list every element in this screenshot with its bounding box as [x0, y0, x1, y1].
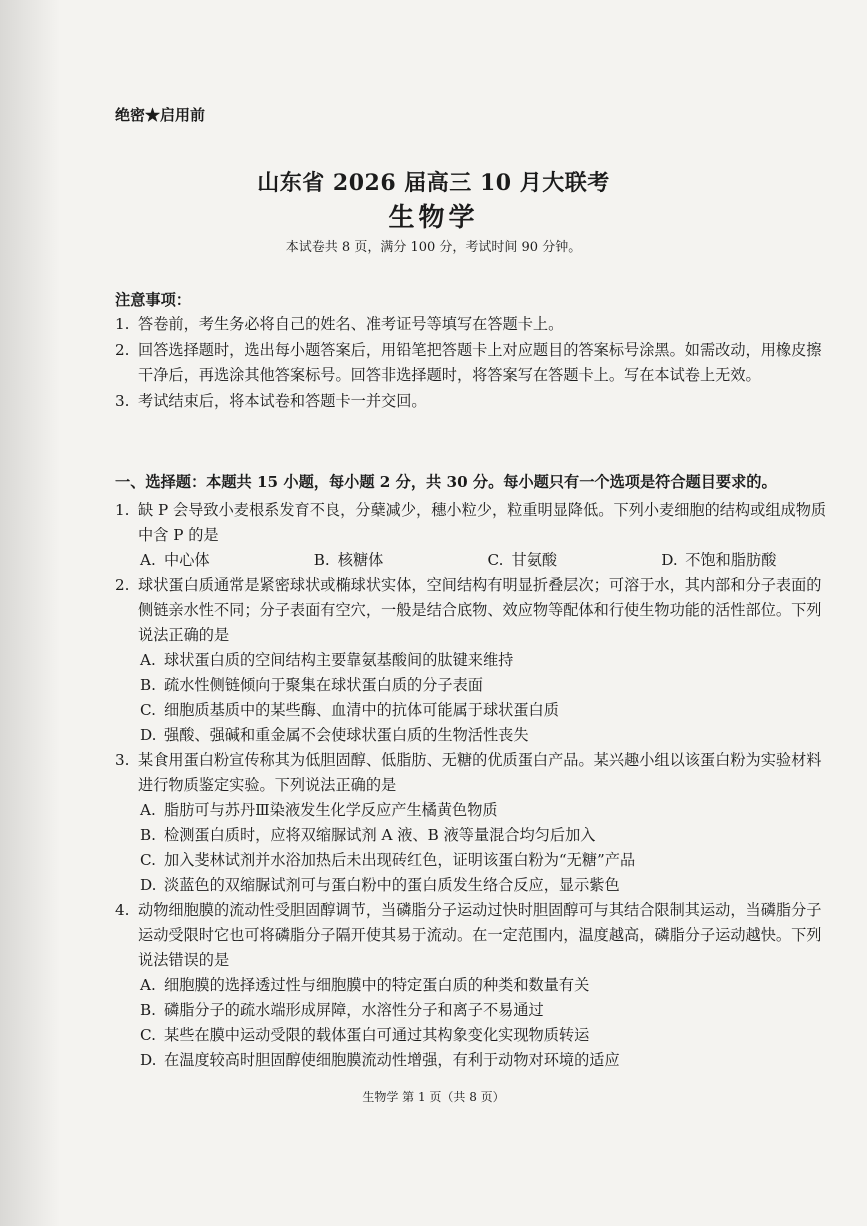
option-letter: D. — [140, 726, 157, 744]
exam-title: 山东省 2026 届高三 10 月大联考 — [257, 170, 610, 196]
option-c — [488, 548, 662, 573]
option-letter: C. — [140, 851, 156, 869]
question-stem: 球状蛋白质通常是紧密球状或椭球状实体，空间结构有明显折叠层次；可溶于水，其内部和分子表面的侧链亲水性不同；分子表面有空穴，一般是结合底物、效应物等配体和行使生物功能的活性部位。下列说法正确的是 — [138, 576, 822, 644]
option-text: 加入斐林试剂并水浴加热后未出现砖红色，证明该蛋白粉为“无糖”产品 — [164, 851, 636, 869]
option-letter: B. — [140, 826, 156, 844]
option-letter: B. — [140, 676, 156, 694]
question-number: 1. — [115, 501, 130, 519]
question-1 — [115, 498, 835, 548]
option-text: 细胞膜的选择透过性与细胞膜中的特定蛋白质的种类和数量有关 — [164, 976, 590, 994]
question-number: 3. — [115, 751, 130, 769]
option-letter: A. — [140, 551, 156, 569]
option-text: 某些在膜中运动受限的载体蛋白可通过其构象变化实现物质转运 — [164, 1026, 590, 1044]
option-c — [140, 698, 835, 723]
notes-list — [115, 312, 835, 415]
option-d — [140, 723, 835, 748]
question-list — [115, 498, 835, 1073]
question-stem: 缺 P 会导致小麦根系发育不良，分蘖减少，穗小粒少，粒重明显降低。下列小麦细胞的结构或组成物质中含 P 的是 — [138, 501, 827, 544]
option-letter: C. — [140, 701, 156, 719]
option-d — [140, 1048, 835, 1073]
option-b — [314, 548, 488, 573]
option-letter: A. — [140, 651, 156, 669]
option-text: 球状蛋白质的空间结构主要靠氨基酸间的肽键来维持 — [164, 651, 514, 669]
option-letter: D. — [140, 1051, 157, 1069]
option-letter: C. — [140, 1026, 156, 1044]
option-text: 核糖体 — [337, 551, 384, 569]
note-text: 答卷前，考生务必将自己的姓名、准考证号等填写在答题卡上。 — [138, 315, 564, 333]
exam-info: 本试卷共 8 页，满分 100 分，考试时间 90 分钟。 — [285, 240, 582, 255]
option-text: 磷脂分子的疏水端形成屏障，水溶性分子和离子不易通过 — [164, 1001, 544, 1019]
note-item — [115, 338, 835, 388]
note-number: 1. — [115, 315, 130, 333]
option-text: 甘氨酸 — [511, 551, 558, 569]
option-text: 淡蓝色的双缩脲试剂可与蛋白粉中的蛋白质发生络合反应，显示紫色 — [164, 876, 620, 894]
note-item — [115, 389, 835, 414]
question-4 — [115, 898, 835, 973]
option-text: 在温度较高时胆固醇使细胞膜流动性增强，有利于动物对环境的适应 — [164, 1051, 620, 1069]
option-b — [140, 823, 835, 848]
option-b — [140, 998, 835, 1023]
note-number: 2. — [115, 341, 130, 359]
option-letter: A. — [140, 801, 156, 819]
option-letter: D. — [140, 876, 157, 894]
option-letter: B. — [140, 1001, 156, 1019]
question-stem: 某食用蛋白粉宣传称其为低胆固醇、低脂肪、无糖的优质蛋白产品。某兴趣小组以该蛋白粉为实验材料进行物质鉴定实验。下列说法正确的是 — [138, 751, 822, 794]
note-number: 3. — [115, 392, 130, 410]
question-1-options — [115, 548, 835, 573]
option-letter: B. — [313, 551, 330, 569]
question-2-options — [115, 648, 835, 748]
option-text: 脂肪可与苏丹Ⅲ染液发生化学反应产生橘黄色物质 — [164, 801, 498, 819]
note-text: 考试结束后，将本试卷和答题卡一并交回。 — [138, 392, 427, 410]
option-text: 强酸、强碱和重金属不会使球状蛋白质的生物活性丧失 — [164, 726, 529, 744]
question-2 — [115, 573, 835, 648]
option-letter: C. — [487, 551, 504, 569]
question-number: 2. — [115, 576, 130, 594]
option-text: 细胞质基质中的某些酶、血清中的抗体可能属于球状蛋白质 — [164, 701, 559, 719]
subject-title: 生物学 — [388, 203, 479, 233]
question-3-options — [115, 798, 835, 898]
option-letter: D. — [661, 551, 678, 569]
option-c — [140, 848, 835, 873]
option-d — [661, 548, 835, 573]
option-text: 检测蛋白质时，应将双缩脲试剂 A 液、B 液等量混合均匀后加入 — [164, 826, 596, 844]
question-3 — [115, 748, 835, 798]
option-a — [140, 648, 835, 673]
option-a — [140, 548, 314, 573]
page-footer: 生物学 第 1 页（共 8 页） — [362, 1090, 505, 1104]
note-text: 回答选择题时，选出每小题答案后，用铅笔把答题卡上对应题目的答案标号涂黑。如需改动，用橡皮擦干净后，再选涂其他答案标号。回答非选择题时，将答案写在答题卡上。写在本试卷上无效。 — [138, 341, 822, 384]
question-number: 4. — [115, 901, 130, 919]
option-text: 疏水性侧链倾向于聚集在球状蛋白质的分子表面 — [164, 676, 483, 694]
section-heading: 一、选择题：本题共 15 小题，每小题 2 分，共 30 分。每小题只有一个选项是符合题目要求的。 — [115, 473, 777, 491]
option-a — [140, 798, 835, 823]
option-text: 中心体 — [164, 551, 210, 569]
note-item — [115, 312, 835, 337]
question-4-options — [115, 973, 835, 1073]
question-stem: 动物细胞膜的流动性受胆固醇调节，当磷脂分子运动过快时胆固醇可与其结合限制其运动，当磷脂分子运动受限时它也可将磷脂分子隔开使其易于流动。在一定范围内，温度越高，磷脂分子运动越快。下列说法错误的是 — [138, 901, 822, 969]
option-text: 不饱和脂肪酸 — [685, 551, 777, 569]
option-a — [140, 973, 835, 998]
notes-heading: 注意事项： — [115, 291, 191, 309]
option-b — [140, 673, 835, 698]
confidential-label: 绝密★启用前 — [115, 106, 206, 124]
option-letter: A. — [140, 976, 156, 994]
option-c — [140, 1023, 835, 1048]
option-d — [140, 873, 835, 898]
